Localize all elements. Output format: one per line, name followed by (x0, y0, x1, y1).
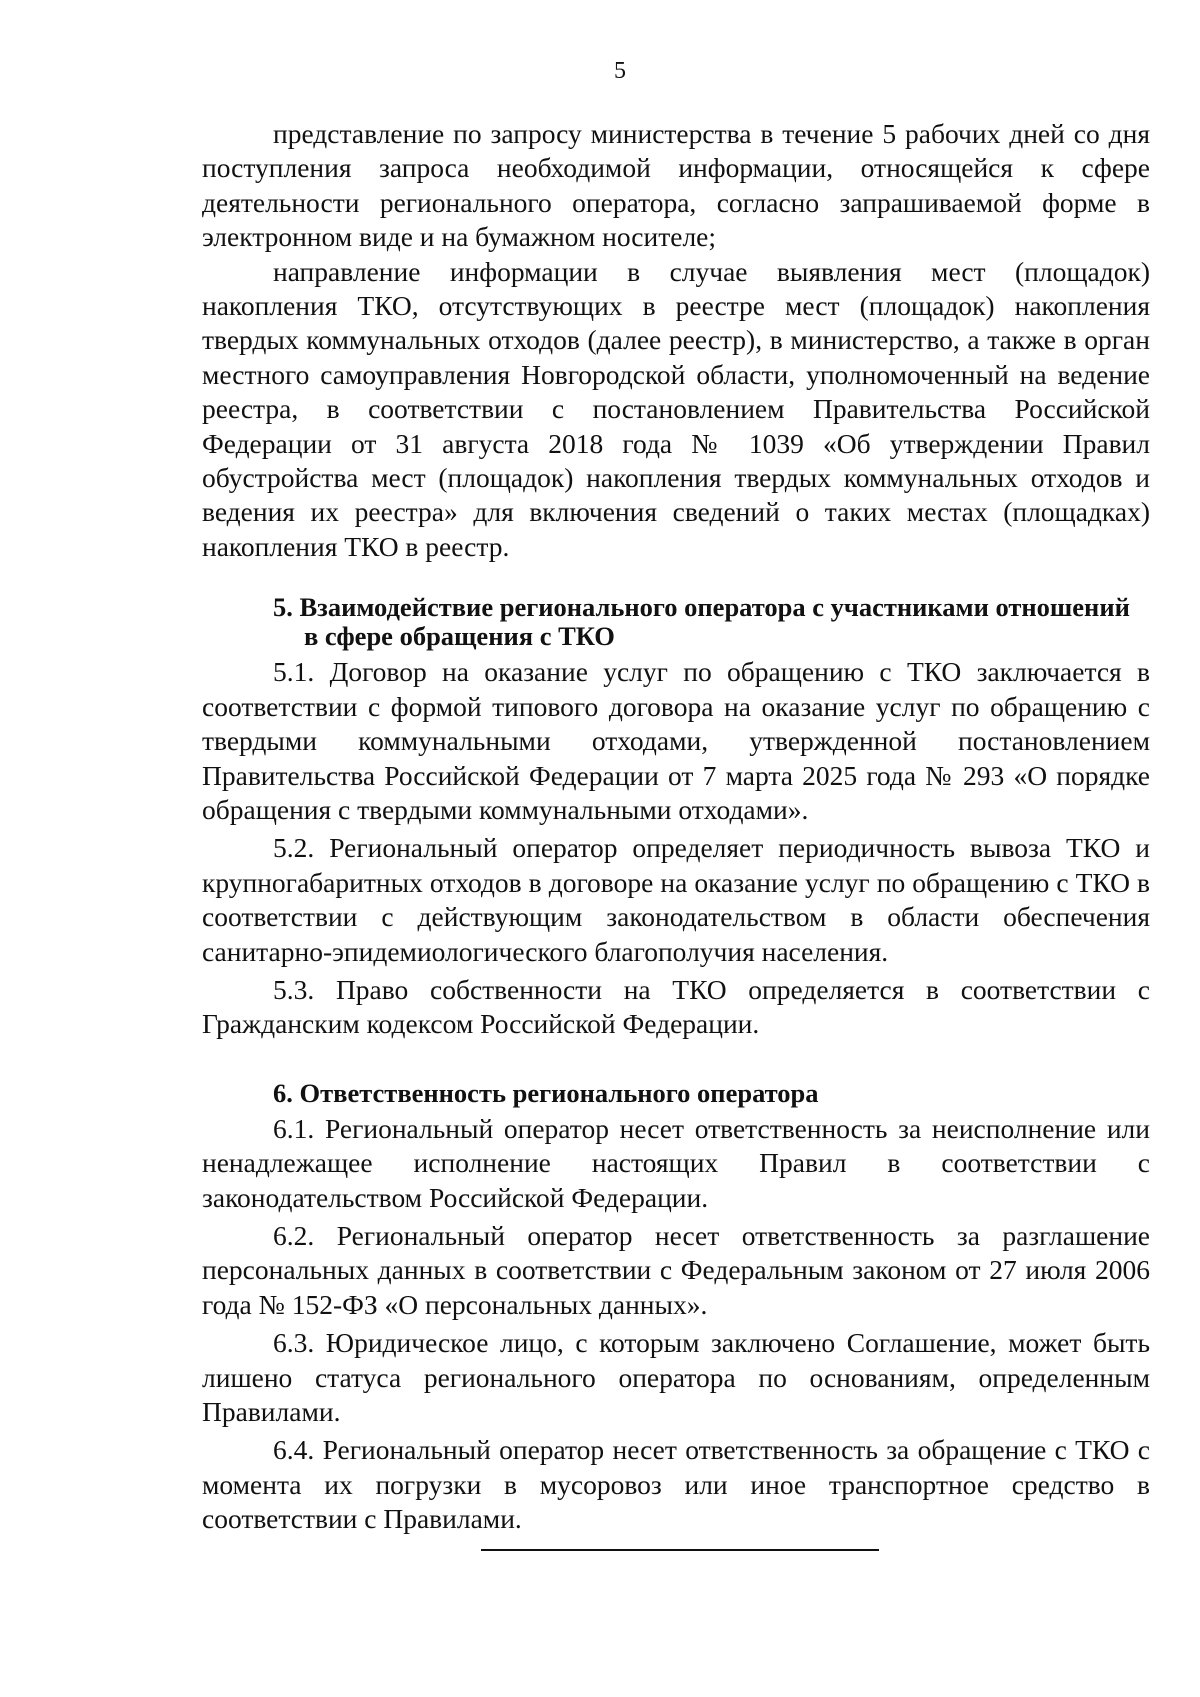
document-body (202, 117, 1150, 1537)
page-number: 5 (614, 58, 626, 84)
clause-5-1: 5.1. Договор на оказание услуг по обращению с ТКО заключается в соответствии с формой типового договора на оказание услуг по обращению с твердыми коммунальными отходами, утвержденной постановлением Правительства Российской Федерации от 7 марта 2025 года № 293 «О порядке обращения с твердыми коммунальными отходами». (202, 656, 1150, 825)
section-5-heading-line-2: в сфере обращения с ТКО (304, 621, 615, 652)
intro-paragraph-information-request: представление по запросу министерства в течение 5 рабочих дней со дня поступления запроса необходимой информации, относящейся к сфере деятельности регионального оператора, согласно запрашиваемой форме в электронном виде и на бумажном носителе; (202, 118, 1150, 253)
clause-6-1: 6.1. Региональный оператор несет ответственность за неисполнение или ненадлежащее исполнение настоящих Правил в соответствии с законодательством Российской Федерации. (202, 1112, 1150, 1213)
clause-6-4: 6.4. Региональный оператор несет ответственность за обращение с ТКО с момента их погрузки в мусоровоз или иное транспортное средство в соответствии с Правилами. (202, 1434, 1150, 1535)
clause-5-2: 5.2. Региональный оператор определяет периодичность вывоза ТКО и крупногабаритных отходов в договоре на оказание услуг по обращению с ТКО в соответствии с действующим законодательством в области обеспечения санитарно-эпидемиологического благополучия населения. (202, 832, 1150, 967)
end-divider-line (481, 1549, 879, 1551)
clause-6-3: 6.3. Юридическое лицо, с которым заключено Соглашение, может быть лишено статуса регионального оператора по основаниям, определенным Правилами. (202, 1327, 1150, 1427)
section-5-heading-line-1: 5. Взаимодействие регионального оператора с участниками отношений (273, 592, 1130, 623)
clause-6-2: 6.2. Региональный оператор несет ответственность за разглашение персональных данных в соответствии с Федеральным законом от 27 июля 2006 года № 152-ФЗ «О персональных данных». (202, 1219, 1150, 1320)
intro-paragraph-registry-notification: направление информации в случае выявления мест (площадок) накопления ТКО, отсутствующих в реестре мест (площадок) накопления твердых коммунальных отходов (далее реестр), в министерство, а также в орган местного самоуправления Новгородской области, уполномоченный на ведение реестра, в соответствии с постановлением Правительства Российской Федерации от 31 августа 2018 года № 1039 «Об утверждении Правил обустройства мест (площадок) накопления твердых коммунальных отходов и ведения их реестра» для включения сведений о таких местах (площадках) накопления ТКО в реестр. (202, 255, 1150, 562)
section-6-heading: 6. Ответственность регионального оператора (273, 1077, 819, 1108)
clause-5-3: 5.3. Право собственности на ТКО определяется в соответствии с Гражданским кодексом Российской Федерации. (202, 973, 1150, 1040)
section-5-heading (202, 593, 1150, 651)
